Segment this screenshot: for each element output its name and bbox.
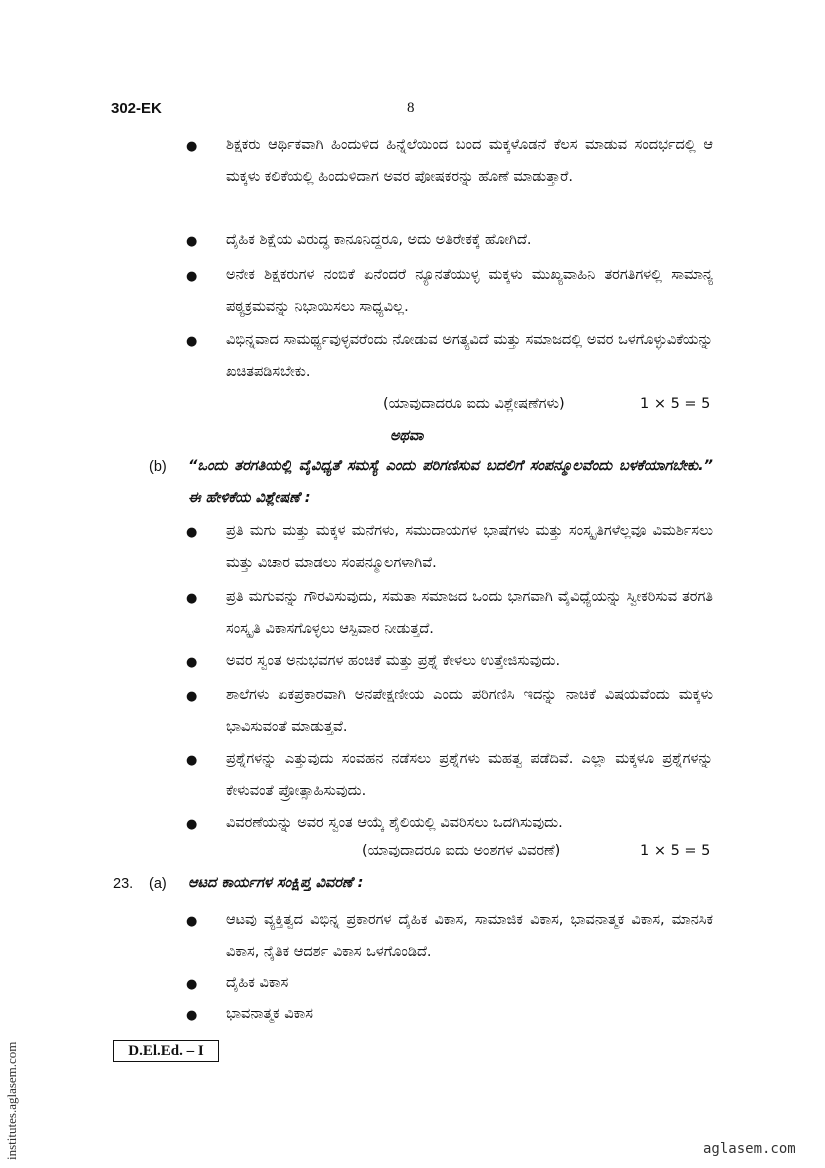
bullet-icon: ● (186, 269, 198, 284)
answer-point: ಪ್ರತಿ ಮಗುವನ್ನು ಗೌರವಿಸುವುದು, ಸಮತಾ ಸಮಾಜದ ಒಂದು ಭಾಗವಾಗಿ ವೈವಿಧ್ಯೆಯನ್ನು ಸ್ವೀಕರಿಸುವ ತರಗತಿ ಸಂಸ್ಕೃತಿ ವಿಕಾಸಗೊಳ್ಳಲು ಆಸ್ಪಿವಾರ ನೀಡುತ್ತದೆ. (226, 589, 713, 637)
or-label: ಅಥವಾ (390, 428, 424, 444)
answer-point: ಅನೇಕ ಶಿಕ್ಷಕರುಗಳ ನಂಬಿಕೆ ಏನೆಂದರೆ ನ್ಯೂನತೆಯುಳ್ಳ ಮಕ್ಕಳು ಮುಖ್ಯವಾಹಿನಿ ತರಗತಿಗಳಲ್ಲಿ ಸಾಮಾನ್ಯ ಪಠ್ಯಕ್ರಮವನ್ನು ನಿಭಾಯಿಸಲು ಸಾಧ್ಯವಿಲ್ಲ. (226, 267, 713, 315)
marks-score: 1 × 5 = 5 (640, 396, 711, 412)
answer-point: ಪ್ರತಿ ಮಗು ಮತ್ತು ಮಕ್ಕಳ ಮನೆಗಳು, ಸಮುದಾಯಗಳ ಭಾಷೆಗಳು ಮತ್ತು ಸಂಸ್ಕೃತಿಗಳೆಲ್ಲವೂ ವಿಮರ್ಶಿಸಲು ಮತ್ತು ವಿಚಾರ ಮಾಡಲು ಸಂಪನ್ಮೂಲಗಳಾಗಿವೆ. (226, 523, 713, 571)
answer-point: ಪ್ರಶ್ನೆಗಳನ್ನು ಎತ್ತುವುದು ಸಂವಹನ ನಡೆಸಲು ಪ್ರಶ್ನೆಗಳು ಮಹತ್ವ ಪಡೆದಿವೆ. ಎಲ್ಲಾ ಮಕ್ಕಳೂ ಪ್ರಶ್ನೆಗಳನ್ನು ಕೇಳುವಂತೆ ಪ್ರೋತ್ಸಾಹಿಸುವುದು. (226, 751, 713, 799)
answer-point: ಶಿಕ್ಷಕರು ಆರ್ಥಿಕವಾಗಿ ಹಿಂದುಳಿದ ಹಿನ್ನೆಲೆಯಿಂದ ಬಂದ ಮಕ್ಕಳೊಡನೆ ಕೆಲಸ ಮಾಡುವ ಸಂದರ್ಭದಲ್ಲಿ ಆ ಮಕ್ಕಳು ಕಲಿಕೆಯಲ್ಲಿ ಹಿಂದುಳಿದಾಗ ಅವರ ಪೋಷಕರನ್ನು ಹೊಣೆ ಮಾಡುತ್ತಾರೆ. (226, 137, 713, 185)
site-watermark: aglasem.com (703, 1141, 796, 1157)
answer-point: ವಿಭಿನ್ನವಾದ ಸಾಮರ್ಥ್ಯವುಳ್ಳವರೆಂದು ನೋಡುವ ಅಗತ್ಯವಿದೆ ಮತ್ತು ಸಮಾಜದಲ್ಲಿ ಅವರ ಒಳಗೊಳ್ಳುವಿಕೆಯನ್ನು ಖಚಿತಪಡಿಸಬೇಕು. (226, 332, 713, 380)
answer-point: ವಿವರಣೆಯನ್ನು ಅವರ ಸ್ವಂತ ಆಯ್ಕೆ ಶೈಲಿಯಲ್ಲಿ ವಿವರಿಸಲು ಒದಗಿಸುವುದು. (226, 815, 563, 831)
bullet-icon: ● (186, 1008, 198, 1023)
bullet-icon: ● (186, 689, 198, 704)
answer-point: ಶಾಲೆಗಳು ಏಕಪ್ರಕಾರವಾಗಿ ಅನಪೇಕ್ಷಣೀಯ ಎಂದು ಪರಿಗಣಿಸಿ ಇದನ್ನು ನಾಚಿಕೆ ವಿಷಯವೆಂದು ಮಕ್ಕಳು ಭಾವಿಸುವಂತೆ ಮಾಡುತ್ತವೆ. (226, 687, 713, 735)
bullet-icon: ● (186, 753, 198, 768)
question-number: 23. (113, 876, 134, 892)
bullet-icon: ● (186, 977, 198, 992)
page-number: 8 (407, 100, 415, 116)
part-label: (a) (149, 876, 167, 892)
answer-point: ಭಾವನಾತ್ಮಕ ವಿಕಾಸ (226, 1006, 313, 1022)
bullet-icon: ● (186, 817, 198, 832)
marks-note: (ಯಾವುದಾದರೂ ಐದು ಅಂಶಗಳ ವಿವರಣೆ) (362, 843, 561, 859)
side-watermark: institutes.aglasem.com (4, 1041, 19, 1160)
bullet-icon: ● (186, 914, 198, 929)
bullet-icon: ● (186, 591, 198, 606)
marks-note: (ಯಾವುದಾದರೂ ಐದು ವಿಶ್ಲೇಷಣೆಗಳು) (383, 396, 565, 412)
answer-point: ದೈಹಿಕ ವಿಕಾಸ (226, 975, 289, 991)
bullet-icon: ● (186, 655, 198, 670)
answer-point: ದೈಹಿಕ ಶಿಕ್ಷೆಯ ವಿರುದ್ಧ ಕಾನೂನಿದ್ದರೂ, ಅದು ಅತಿರೇಕಕ್ಕೆ ಹೋಗಿದೆ. (226, 232, 532, 248)
bullet-icon: ● (186, 334, 198, 349)
course-code-box: D.El.Ed. – I (113, 1040, 219, 1062)
question-heading: ಆಟದ ಕಾರ್ಯಗಳ ಸಂಕ್ಷಿಪ್ತ ವಿವರಣೆ : (188, 875, 364, 891)
bullet-icon: ● (186, 139, 198, 154)
marks-score: 1 × 5 = 5 (640, 843, 711, 859)
part-label: (b) (149, 459, 167, 475)
bullet-icon: ● (186, 234, 198, 249)
bullet-icon: ● (186, 525, 198, 540)
question-text: “ಒಂದು ತರಗತಿಯಲ್ಲಿ ವೈವಿಧ್ಯತೆ ಸಮಸ್ಯೆ ಎಂದು ಪರಿಗಣಿಸುವ ಬದಲಿಗೆ ಸಂಪನ್ಮೂಲವೆಂದು ಬಳಕೆಯಾಗಬೇಕು.” ಈ ಹೇಳಿಕೆಯ ವಿಶ್ಲೇಷಣೆ : (188, 458, 713, 506)
paper-code: 302-EK (111, 100, 162, 117)
answer-point: ಆಟವು ವ್ಯಕ್ತಿತ್ವದ ವಿಭಿನ್ನ ಪ್ರಕಾರಗಳ ದೈಹಿಕ ವಿಕಾಸ, ಸಾಮಾಜಿಕ ವಿಕಾಸ, ಭಾವನಾತ್ಮಕ ವಿಕಾಸ, ಮಾನಸಿಕ ವಿಕಾಸ, ನೈತಿಕ ಆದರ್ಶ ವಿಕಾಸ ಒಳಗೊಂಡಿದೆ. (226, 912, 713, 960)
answer-point: ಅವರ ಸ್ವಂತ ಅನುಭವಗಳ ಹಂಚಿಕೆ ಮತ್ತು ಪ್ರಶ್ನೆ ಕೇಳಲು ಉತ್ತೇಜಿಸುವುದು. (226, 653, 561, 669)
